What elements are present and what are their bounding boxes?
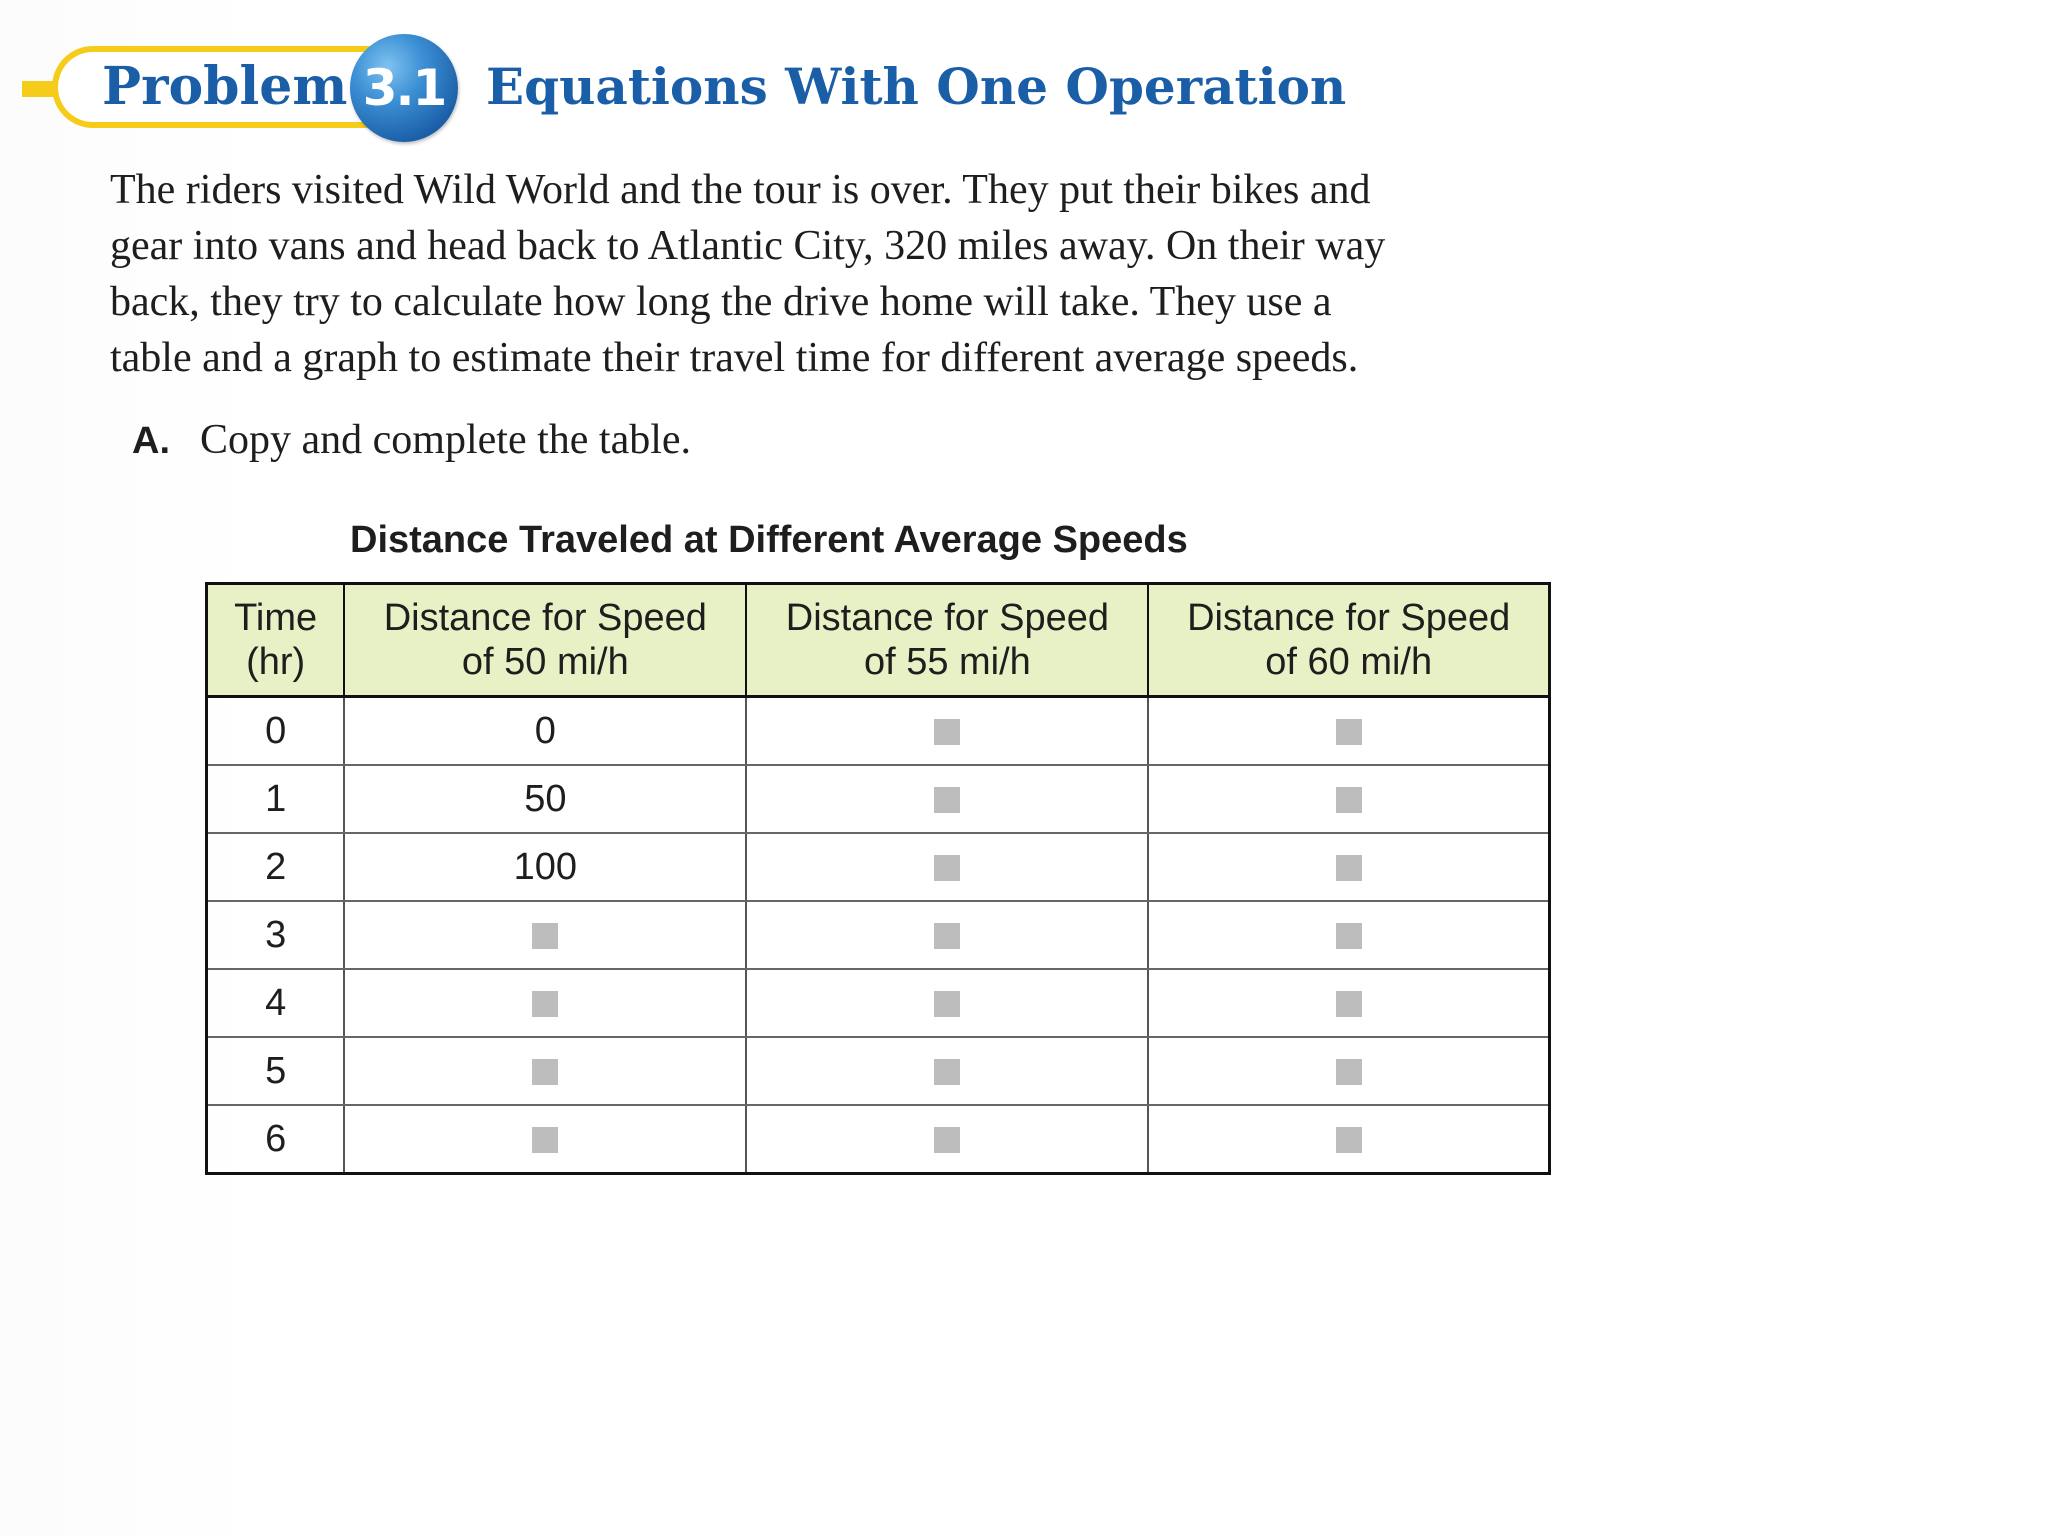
blank-answer-box xyxy=(1336,923,1362,949)
time-cell xyxy=(207,901,345,969)
blank-answer-box xyxy=(1336,1127,1362,1153)
table-row xyxy=(207,901,1550,969)
distance-cell xyxy=(1148,1105,1549,1174)
intro-line: The riders visited Wild World and the tour is over. They put their bikes and xyxy=(110,167,1371,213)
table-row xyxy=(207,1105,1550,1174)
distance-cell xyxy=(746,901,1148,969)
time-cell xyxy=(207,1105,345,1174)
cell-value: 0 xyxy=(534,709,556,752)
table-body xyxy=(207,697,1550,1174)
blank-answer-box xyxy=(1336,719,1362,745)
intro-line: gear into vans and head back to Atlantic City, 320 miles away. On their way xyxy=(110,223,1386,269)
distance-cell xyxy=(746,697,1148,766)
cell-value: 5 xyxy=(265,1049,287,1092)
time-cell xyxy=(207,697,345,766)
header-line: Distance for Speed xyxy=(785,597,1109,639)
intro-paragraph xyxy=(110,162,1550,386)
header-speed-60 xyxy=(1148,584,1549,697)
distance-cell xyxy=(1148,765,1549,833)
distance-cell xyxy=(746,765,1148,833)
blank-answer-box xyxy=(1336,991,1362,1017)
cell-value: 6 xyxy=(265,1117,287,1160)
time-cell xyxy=(207,969,345,1037)
distance-cell xyxy=(344,697,746,766)
header-line: Distance for Speed xyxy=(1187,597,1511,639)
blank-answer-box xyxy=(934,923,960,949)
blank-answer-box xyxy=(532,1127,558,1153)
intro-line: back, they try to calculate how long the drive home will take. They use a xyxy=(110,279,1332,325)
question-letter: A. xyxy=(132,420,170,462)
cell-value: 0 xyxy=(265,709,287,752)
table-row xyxy=(207,833,1550,901)
distance-cell xyxy=(1148,697,1549,766)
problem-title: Equations With One Operation xyxy=(486,57,1347,116)
blank-answer-box xyxy=(934,719,960,745)
table-row xyxy=(207,697,1550,766)
problem-number-badge: 3.1 xyxy=(350,34,458,142)
table-row xyxy=(207,969,1550,1037)
distance-cell xyxy=(746,1037,1148,1105)
blank-answer-box xyxy=(532,1059,558,1085)
distance-cell xyxy=(344,969,746,1037)
cell-value: 3 xyxy=(265,913,287,956)
distance-cell xyxy=(344,765,746,833)
blank-answer-box xyxy=(934,991,960,1017)
time-cell xyxy=(207,1037,345,1105)
table-row xyxy=(207,1037,1550,1105)
distance-cell xyxy=(746,833,1148,901)
blank-answer-box xyxy=(934,855,960,881)
table-row xyxy=(207,765,1550,833)
question-text: Copy and complete the table. xyxy=(200,417,692,463)
question-a xyxy=(132,412,691,469)
blank-answer-box xyxy=(532,923,558,949)
cell-value: 2 xyxy=(265,845,287,888)
distance-cell xyxy=(1148,1037,1549,1105)
header-line: (hr) xyxy=(246,641,306,683)
time-cell xyxy=(207,765,345,833)
header-speed-50 xyxy=(344,584,746,697)
blank-answer-box xyxy=(934,1127,960,1153)
header-line: of 60 mi/h xyxy=(1265,641,1433,683)
header-line: Time xyxy=(234,597,318,639)
problem-label: Problem xyxy=(102,56,348,117)
distance-cell xyxy=(1148,901,1549,969)
cell-value: 4 xyxy=(265,981,287,1024)
distance-cell xyxy=(344,1037,746,1105)
distance-cell xyxy=(344,1105,746,1174)
time-cell xyxy=(207,833,345,901)
distance-cell xyxy=(1148,969,1549,1037)
blank-answer-box xyxy=(1336,1059,1362,1085)
distance-cell xyxy=(344,833,746,901)
blank-answer-box xyxy=(934,1059,960,1085)
header-time xyxy=(207,584,345,697)
cell-value: 1 xyxy=(265,777,287,820)
blank-answer-box xyxy=(1336,855,1362,881)
distance-cell xyxy=(746,969,1148,1037)
distance-table xyxy=(205,582,1551,1175)
blank-answer-box xyxy=(1336,787,1362,813)
distance-cell xyxy=(746,1105,1148,1174)
cell-value: 50 xyxy=(524,777,567,820)
distance-cell xyxy=(1148,833,1549,901)
header-line: Distance for Speed xyxy=(383,597,707,639)
table-header-row xyxy=(207,584,1550,697)
blank-answer-box xyxy=(532,991,558,1017)
blank-answer-box xyxy=(934,787,960,813)
cell-value: 100 xyxy=(513,845,578,888)
distance-cell xyxy=(344,901,746,969)
intro-line: table and a graph to estimate their travel time for different average speeds. xyxy=(110,335,1359,381)
header-line: of 55 mi/h xyxy=(863,641,1031,683)
header-line: of 50 mi/h xyxy=(461,641,629,683)
table-caption: Distance Traveled at Different Average Speeds xyxy=(350,519,1188,561)
header-speed-55 xyxy=(746,584,1148,697)
